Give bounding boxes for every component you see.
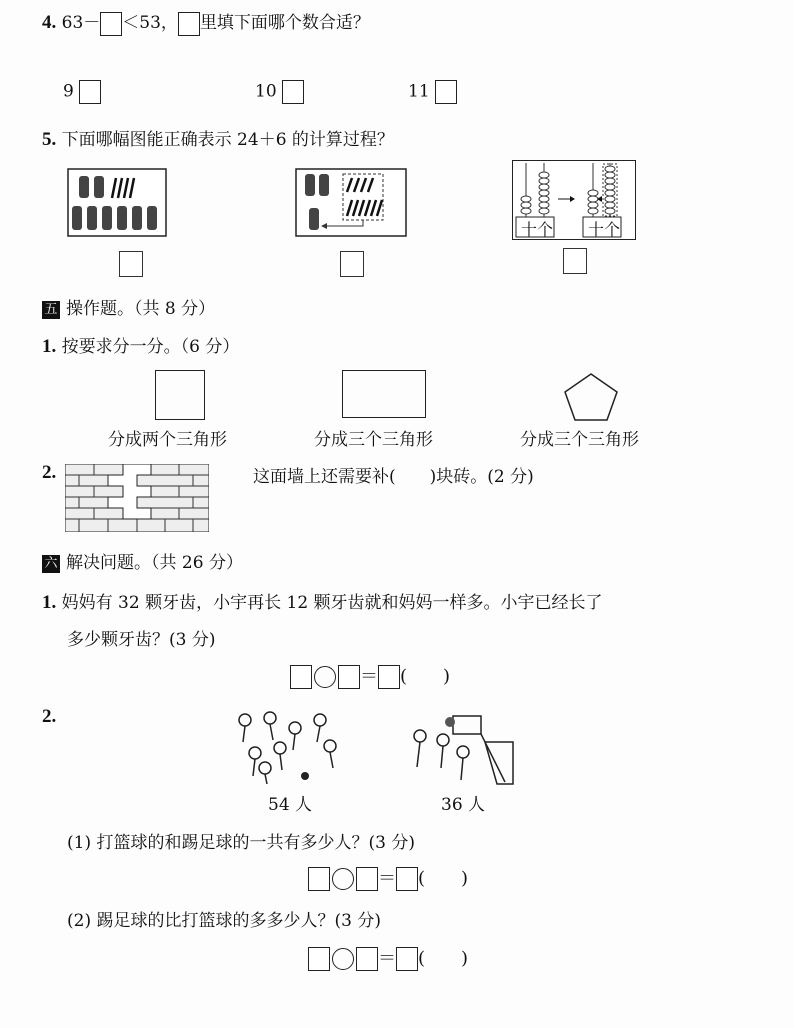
brick-wall-picture xyxy=(65,464,209,532)
equation-box[interactable] xyxy=(290,665,312,689)
answer-box[interactable] xyxy=(100,12,122,36)
op1-line: 1. 按要求分一分。（6 分） xyxy=(42,336,240,357)
section-6-heading: 六 解决问题。（共 26 分） xyxy=(42,548,243,573)
equation-box[interactable] xyxy=(396,867,418,891)
equation-box[interactable] xyxy=(356,947,378,971)
worksheet-page: 4. 63－ ＜53， 里填下面哪个数合适？ 9 10 11 5. 下面哪幅图能正确表示 24＋6 的计算过程？ 十 个 十 个 五 操作题。（共 8 分） 1. 按要求分一分。（6 分） 分成两个三角形 分成三个三角形 分成三个三角形 2. 这面墙上还需要补( )块砖。(2 分) 六 解决问题。（共 26 分） 1. 妈妈有 32 颗牙齿，小宇再长 12 颗牙齿就和妈妈一样多。小宇已经长了 多少颗牙齿？(3 分) ＝ ( ) 2. 54 人 36 人 (1) 打篮球的和踢足球的一共有多少人？(3 分) ＝ ( ) (2) 踢足球的比打篮球的多多少人？(3 分) ＝ ( ) xyxy=(0,0,794,1028)
p1-line2: 多少颗牙齿？(3 分) xyxy=(67,630,216,650)
p2-sub1: (1) 打篮球的和踢足球的一共有多少人？(3 分) xyxy=(67,833,415,853)
equation-box[interactable] xyxy=(338,665,360,689)
operator-circle[interactable] xyxy=(332,948,354,970)
q4-option: 9 xyxy=(63,80,101,104)
choice-box-2[interactable] xyxy=(340,251,364,277)
q4-option: 10 xyxy=(255,80,304,104)
q4-line: 4. 63－ ＜53， 里填下面哪个数合适？ xyxy=(42,8,370,36)
option-checkbox[interactable] xyxy=(282,80,304,104)
answer-box[interactable] xyxy=(178,12,200,36)
unit-blank[interactable]: ( ) xyxy=(418,948,469,969)
option-checkbox[interactable] xyxy=(79,80,101,104)
equation-box[interactable] xyxy=(396,947,418,971)
q4-option: 11 xyxy=(408,80,457,104)
choice-box-3[interactable] xyxy=(563,248,587,274)
basketball-players-picture xyxy=(405,712,517,786)
p1-line1: 1. 妈妈有 32 颗牙齿，小宇再长 12 颗牙齿就和妈妈一样多。小宇已经长了 xyxy=(42,592,603,613)
shape-label: 分成三个三角形 xyxy=(314,430,433,450)
bundles-picture-1 xyxy=(67,168,167,238)
abacus-picture: 十 个 十 个 xyxy=(512,160,636,240)
equation-box[interactable] xyxy=(308,947,330,971)
football-count: 54 人 xyxy=(268,795,313,815)
rectangle-shape[interactable] xyxy=(342,370,426,418)
equation-row-2: ＝ ( ) xyxy=(308,864,468,891)
wall-question: 这面墙上还需要补( )块砖。(2 分) xyxy=(253,467,534,487)
equation-row-3: ＝ ( ) xyxy=(308,944,468,971)
football-players-picture xyxy=(225,708,350,786)
shape-label: 分成两个三角形 xyxy=(108,430,227,450)
bundles-picture-2 xyxy=(295,168,407,238)
equation-box[interactable] xyxy=(308,867,330,891)
equation-box[interactable] xyxy=(356,867,378,891)
operator-circle[interactable] xyxy=(332,868,354,890)
unit-blank[interactable]: ( ) xyxy=(400,666,451,687)
option-checkbox[interactable] xyxy=(435,80,457,104)
basketball-count: 36 人 xyxy=(441,795,486,815)
equation-box[interactable] xyxy=(378,665,400,689)
q5-line: 5. 下面哪幅图能正确表示 24＋6 的计算过程？ xyxy=(42,129,394,150)
operator-circle[interactable] xyxy=(314,666,336,688)
section-5-heading: 五 操作题。（共 8 分） xyxy=(42,294,215,319)
pentagon-shape[interactable] xyxy=(563,372,619,422)
p2-sub2: (2) 踢足球的比打篮球的多多少人？(3 分) xyxy=(67,911,381,931)
square-shape[interactable] xyxy=(155,370,205,420)
unit-blank[interactable]: ( ) xyxy=(418,868,469,889)
shape-label: 分成三个三角形 xyxy=(520,430,639,450)
choice-box-1[interactable] xyxy=(119,251,143,277)
equation-row-1: ＝ ( ) xyxy=(290,662,450,689)
